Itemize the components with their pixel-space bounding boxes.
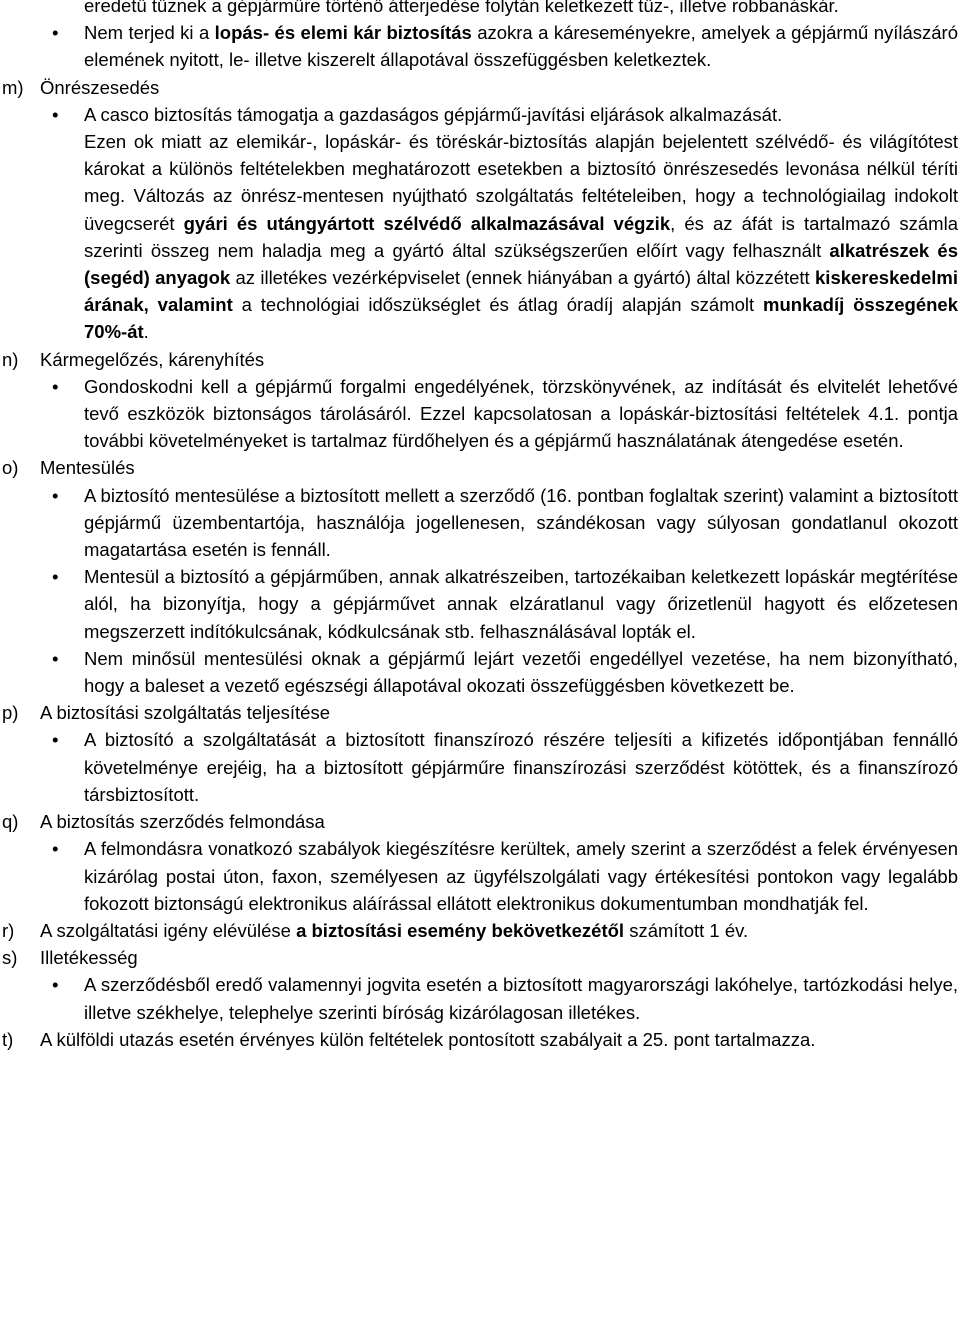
section-label: q) — [2, 811, 19, 833]
section-heading-p — [0, 699, 960, 726]
bullet-item: • A szerződésből eredő valamennyi jogvita esetén a biztosított magyarországi lakóhelye, tartózkodási helye, illetve székhelye, telephelye szerinti bíróság kizárólagosan illetékes. — [0, 971, 960, 1025]
bullet-continuation: Ezen ok miatt az elemikár-, lopáskár- és töréskár-biztosítás alapján bejelentett szélvédő- és világítótest károkat a különös feltételekben meghatározott esetekben a biztosító önrészesedés levonása nélkül téríti meg. Változás az önrész-mentesen nyújtható szolgáltatás feltételeiben, hogy a technológiailag indokolt üvegcserét gyári és utángyártott szélvédő alkalmazásával végzik, és az áfát is tartalmazó számla szerinti összeg nem haladja meg a gyártó által szükségszerűen előírt vagy felhasznált alkatrészek és (segéd) anyagok az illetékes vezérképviselet (ennek hiányában a gyártó) által közzétett kiskereskedelmi árának, valamint a technológiai időszükséglet és átlag óradíj alapján számolt munkadíj összegének 70%-át. — [84, 131, 959, 343]
bullet-item: • A biztosító a szolgáltatását a biztosított finanszírozó részére teljesíti a kifizetés időpontjában fennálló követelménye erejéig, ha a biztosított gépjárműre finanszírozási szerződést kötöttek, és a finanszírozó társbiztosított. — [0, 726, 960, 808]
bullet-item: • A biztosító mentesülése a biztosított mellett a szerződő (16. pontban foglaltak szerint) valamint a biztosított gépjármű üzembentartója, használója jogellenesen, szándékosan vagy súlyosan gondatlanul okozott magatartása esetén is fennáll. — [0, 482, 960, 564]
bullet-item: • A felmondásra vonatkozó szabályok kiegészítésre kerültek, amely szerint a szerződést a felek érvényesen kizárólag postai úton, faxon, személyesen az ügyfélszolgálati vagy értékesítési pontokon vagy legalább fokozott biztonságú elektronikus aláírással ellátott elektronikus dokumentumban mondhatják fel. — [0, 835, 960, 917]
bullet-item: • Nem terjed ki a lopás- és elemi kár biztosítás azokra a káreseményekre, amelyek a gépjármű nyílászáró elemének nyitott, le- illetve kiszerelt állapotával összefüggésben keletkeztek. — [0, 19, 960, 73]
section-label: n) — [2, 348, 19, 370]
section-heading-o — [0, 454, 960, 481]
section-r: r) A szolgáltatási igény elévülése a biztosítási esemény bekövetkezétől számított 1 év. — [0, 917, 960, 944]
section-title: Önrészesedés — [40, 76, 160, 98]
bullet-item: • Mentesül a biztosító a gépjárműben, annak alkatrészeiben, tartozékaiban keletkezett lopáskár megtérítése alól, ha bizonyítja, hogy a gépjárművet annak elzáratlanul vagy őrizetlenül hagyott és előzetesen megszerzett indítókulcsának, kódkulcsának stb. felhasználásával lopták el. — [0, 563, 960, 645]
section-title: Illetékesség — [40, 947, 138, 969]
section-title: Mentesülés — [40, 457, 135, 479]
bullet-item: • Gondoskodni kell a gépjármű forgalmi engedélyének, törzskönyvének, az indítását és elvitelét lehetővé tevő eszközök biztonságos tárolásáról. Ezzel kapcsolatosan a lopáskár-biztosítási feltételek 4.1. pontja további követelményeket is tartalmaz fürdőhelyen és a gépjármű használatának átengedése esetén. — [0, 373, 960, 455]
section-label: m) — [2, 76, 24, 98]
section-t: t) A külföldi utazás esetén érvényes külön feltételek pontosított szabályait a 25. pont tartalmazza. — [0, 1026, 960, 1053]
section-heading-n — [0, 346, 960, 373]
section-label: r) — [2, 919, 15, 941]
continuation-paragraph: eredetű tűznek a gépjárműre történő átterjedése folytán keletkezett tűz-, illetve robbanáskár. — [84, 0, 839, 16]
section-title: A biztosítás szerződés felmondása — [40, 811, 325, 833]
section-label: t) — [2, 1028, 14, 1050]
section-heading-q — [0, 808, 960, 835]
section-label: s) — [2, 947, 18, 969]
section-heading-s — [0, 944, 960, 971]
bullet-item: • Nem minősül mentesülési oknak a gépjármű lejárt vezetői engedéllyel vezetése, ha nem bizonyítható, hogy a baleset a vezető egészségi állapotával okozati összefüggésben következett be. — [0, 645, 960, 699]
bullet-item: • A casco biztosítás támogatja a gazdaságos gépjármű-javítási eljárások alkalmazását. — [0, 101, 960, 128]
section-label: o) — [2, 457, 19, 479]
section-title: Kármegelőzés, kárenyhítés — [40, 348, 265, 370]
section-label: p) — [2, 702, 19, 724]
section-title: A biztosítási szolgáltatás teljesítése — [40, 702, 330, 724]
section-heading-m — [0, 74, 960, 101]
